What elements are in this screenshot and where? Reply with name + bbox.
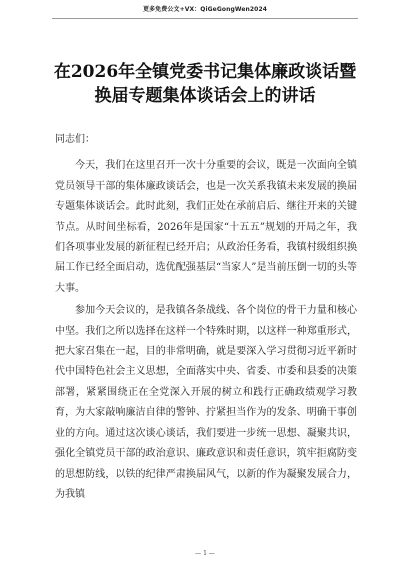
title-line-2: 换届专题集体谈话会上的讲话 (94, 86, 316, 106)
paragraph-1: 今天，我们在这里召开一次十分重要的会议，既是一次面向全镇党员领导干部的集体廉政谈话会，也是一次关系我镇未来发展的换届专题集体谈话会。此时此刻，我们正处在承前启后、继往开来的关键节点。从时间坐标看，2026年是国家“十五五”规划的开局之年，我们各项事业发展的新征程已经开启；从政治任务看，我镇村级组织换届工作已经全面启动，选优配强基层“当家人”是当前压倒一切的头等大事。 (55, 160, 357, 294)
banner-text: 更多免费公文+VX：QiGeGongWen2024 (142, 5, 267, 13)
title-line-1: 在2026年全镇党委书记集体廉政谈话暨 (53, 62, 357, 82)
document-title (40, 60, 370, 108)
top-banner (0, 0, 410, 16)
banner-divider (52, 18, 358, 19)
salutation: 同志们： (55, 134, 95, 145)
paragraph-2: 参加今天会议的，是我镇各条战线、各个岗位的骨干力量和核心中坚。我们之所以选择在这样一个特殊时期，以这样一种郑重形式，把大家召集在一起，目的非常明确，就是要深入学习贯彻习近平新时代中国特色社会主义思想，全面落实中央、省委、市委和县委的决策部署，紧紧围绕正在全党深入开展的树立和践行正确政绩观学习教育，为大家敲响廉洁自律的警钟、拧紧担当作为的发条、明确干事创业的方向。通过这次谈心谈话，我们要进一步统一思想、凝聚共识，强化全镇党员干部的政治意识、廉政意识和责任意识，筑牢拒腐防变的思想防线，以铁的纪律严肃换届风气，以新的作为凝聚发展合力，为我镇 (55, 305, 357, 500)
page-number: — 1 — (195, 550, 215, 557)
document-body (55, 130, 357, 505)
